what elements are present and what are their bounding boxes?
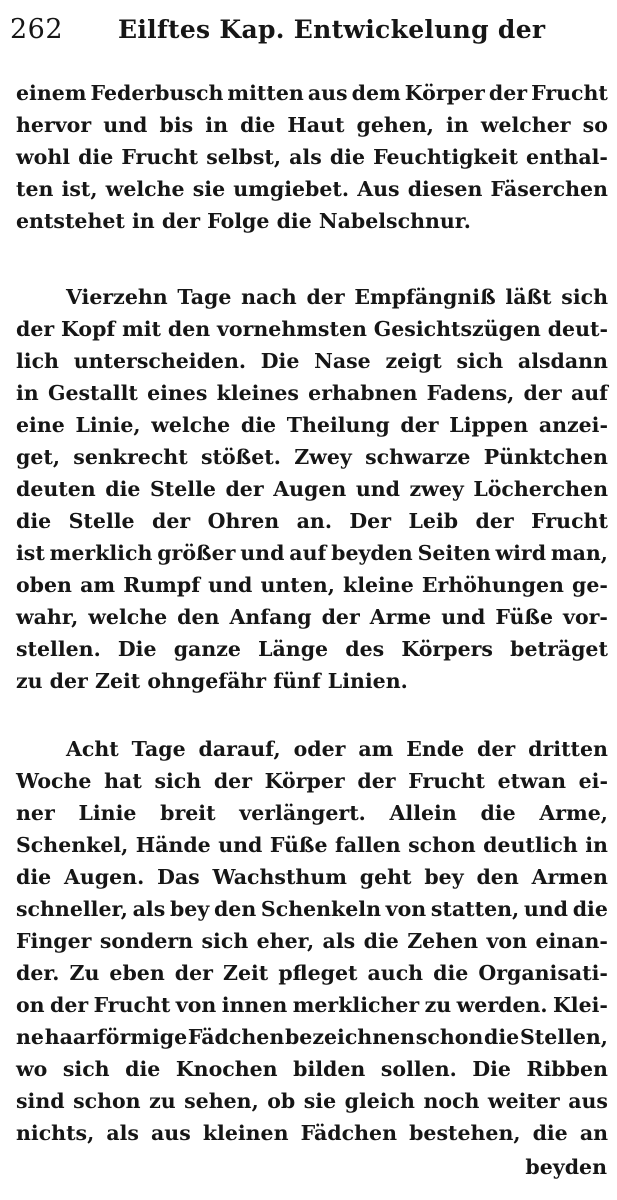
text-line: wohl die Frucht selbst, als die Feuchtigkeit enthal- (16, 145, 608, 169)
text-line: in Gestallt eines kleines erhabnen Fadens, der auf (16, 381, 608, 405)
text-line: Vierzehn Tage nach der Empfängniß läßt sich (66, 285, 608, 309)
text-line: wahr, welche den Anfang der Arme und Füße vor- (16, 605, 608, 629)
text-line: Finger sondern sich eher, als die Zehen von einan- (16, 929, 608, 953)
text-line: die Augen. Das Wachsthum geht bey den Armen (16, 865, 608, 889)
text-line: lich unterscheiden. Die Nase zeigt sich alsdann (16, 349, 608, 373)
running-head: Eilftes Kap. Entwickelung der (118, 15, 546, 44)
text-line: wo sich die Knochen bilden sollen. Die Ribben (16, 1057, 608, 1081)
text-line: einem Federbusch mitten aus dem Körper der Frucht (16, 81, 608, 105)
text-line: die Stelle der Ohren an. Der Leib der Frucht (16, 509, 608, 533)
text-line: stellen. Die ganze Länge des Körpers beträget (16, 637, 608, 661)
page-header (8, 10, 608, 54)
text-line: sind schon zu sehen, ob sie gleich noch weiter aus (16, 1089, 608, 1113)
text-line: ten ist, welche sie umgiebet. Aus diesen Fäserchen (16, 177, 608, 201)
text-line: der. Zu eben der Zeit pfleget auch die Organisati- (16, 961, 608, 985)
text-line: schneller, als bey den Schenkeln von statten, und die (16, 897, 608, 921)
text-line: ist merklich größer und auf beyden Seiten wird man, (16, 541, 608, 565)
text-line: entstehet in der Folge die Nabelschnur. (16, 209, 471, 233)
text-line: Acht Tage darauf, oder am Ende der dritten (66, 737, 608, 761)
text-line: oben am Rumpf und unten, kleine Erhöhungen ge- (16, 573, 608, 597)
text-line: ner Linie breit verlängert. Allein die Arme, (16, 801, 608, 825)
text-line: on der Frucht von innen merklicher zu werden. Klei- (16, 993, 608, 1017)
text-line: ne haarförmige Fädchen bezeichnen schon die Stellen, (16, 1025, 608, 1049)
text-line: eine Linie, welche die Theilung der Lippen anzei- (16, 413, 608, 437)
catchword: beyden (525, 1155, 607, 1179)
text-line: Schenkel, Hände und Füße fallen schon deutlich in (16, 833, 608, 857)
text-line: hervor und bis in die Haut gehen, in welcher so (16, 113, 608, 137)
text-line: nichts, als aus kleinen Fädchen bestehen, die an (16, 1121, 608, 1145)
text-line: Woche hat sich der Körper der Frucht etwan ei- (16, 769, 608, 793)
text-line: get, senkrecht stößet. Zwey schwarze Pünktchen (16, 445, 608, 469)
text-line: deuten die Stelle der Augen und zwey Löcherchen (16, 477, 608, 501)
text-line: der Kopf mit den vornehmsten Gesichtszügen deut- (16, 317, 608, 341)
page-number: 262 (10, 14, 64, 45)
text-line: zu der Zeit ohngefähr fünf Linien. (16, 669, 408, 693)
